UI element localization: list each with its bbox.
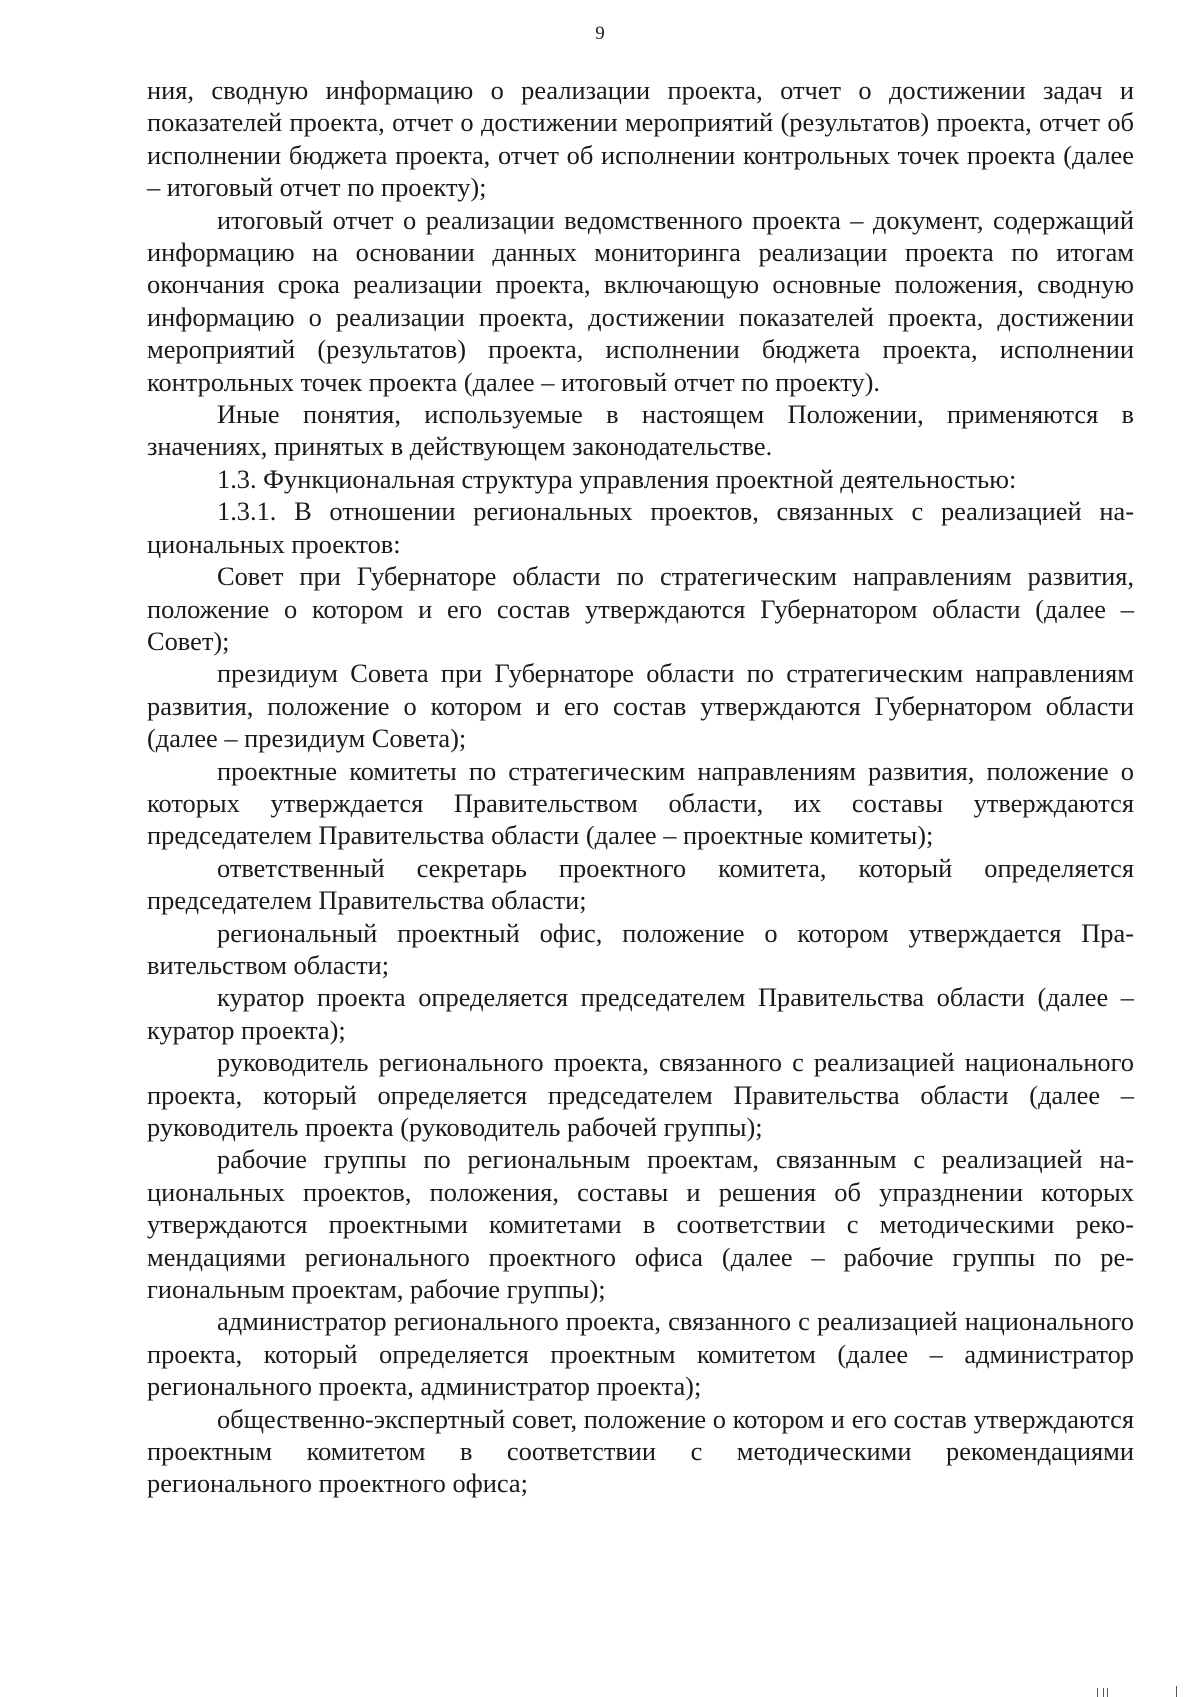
list-item-project-curator: куратор проекта определяется председателем Правительства области (далее – куратор проекта);	[147, 982, 1134, 1045]
paragraph-continuation: ния, сводную информацию о реализации проекта, отчет о достижении задач и показателей проекта, отчет о достижении мероприятий (результатов) проекта, отчет об исполнении бюджета проекта, отчет об исполнении контрольных точек проекта (далее – итоговый отчет по проекту);	[147, 75, 1134, 203]
scan-artifact	[1097, 1688, 1098, 1697]
list-item-project-leader: руководитель регионального проекта, связанного с реализацией национального проекта, который определяется председателем Правительства области (далее – руководитель проекта (руководитель рабочей группы);	[147, 1047, 1134, 1142]
list-item-expert-council: общественно-экспертный совет, положение о котором и его состав утверждаются проектным комитетом в соответствии с методическими рекомендациями регионального проектного офиса;	[147, 1403, 1134, 1499]
scan-artifact	[1176, 1686, 1177, 1697]
list-item-council: Совет при Губернаторе области по стратегическим направлениям развития, положение о котором и его состав утверждаются Губернатором области (далее – Совет);	[147, 561, 1134, 656]
list-item-project-administrator: администратор регионального проекта, связанного с реализацией национального проекта, который определяется проектным комитетом (далее – администратор регионального проекта, администратор проекта);	[147, 1306, 1134, 1402]
scan-artifact	[1103, 1688, 1104, 1697]
document-body	[147, 74, 1134, 1500]
list-item-committee-secretary: ответственный секретарь проектного комитета, который определяется председателем Правительства области;	[147, 852, 1134, 916]
list-item-working-groups: рабочие группы по региональным проектам, связанным с реализацией национальных проектов, положения, составы и решения об упразднении которых утверждаются проектными комитетами в соответствии с методическими рекомендациями регионального проектного офиса (далее – рабочие группы по региональным проектам, рабочие группы);	[147, 1144, 1134, 1305]
scan-artifact	[1107, 1688, 1108, 1697]
section-heading-1-3: 1.3. Функциональная структура управления проектной деятельностью:	[217, 463, 1017, 494]
list-item-project-office: региональный проектный офис, положение о котором утверждается Правительством области;	[147, 917, 1134, 980]
section-heading-1-3-1: 1.3.1. В отношении региональных проектов, связанных с реализацией национальных проектов:	[147, 496, 1134, 559]
paragraph-other-terms: Иные понятия, используемые в настоящем Положении, применяются в значениях, принятых в действующем законодательстве.	[147, 399, 1134, 462]
page-number: 9	[595, 23, 605, 44]
paragraph-final-report-definition: итоговый отчет о реализации ведомственного проекта – документ, содержащий информацию на основании данных мониторинга реализации проекта по итогам окончания срока реализации проекта, включающую основные положения, сводную информацию о реализации проекта, достижении показателей проекта, достижении мероприятий (результатов) проекта, исполнении бюджета проекта, исполнении контрольных точек проекта (далее – итоговый отчет по проекту).	[147, 204, 1134, 397]
list-item-council-presidium: президиум Совета при Губернаторе области по стратегическим направлениям развития, положение о котором и его состав утверждаются Губернатором области (далее – президиум Совета);	[147, 658, 1134, 754]
list-item-project-committees: проектные комитеты по стратегическим направлениям развития, положение о которых утверждается Правительством области, их составы утверждаются председателем Правительства области (далее – проектные комитеты);	[147, 755, 1134, 851]
